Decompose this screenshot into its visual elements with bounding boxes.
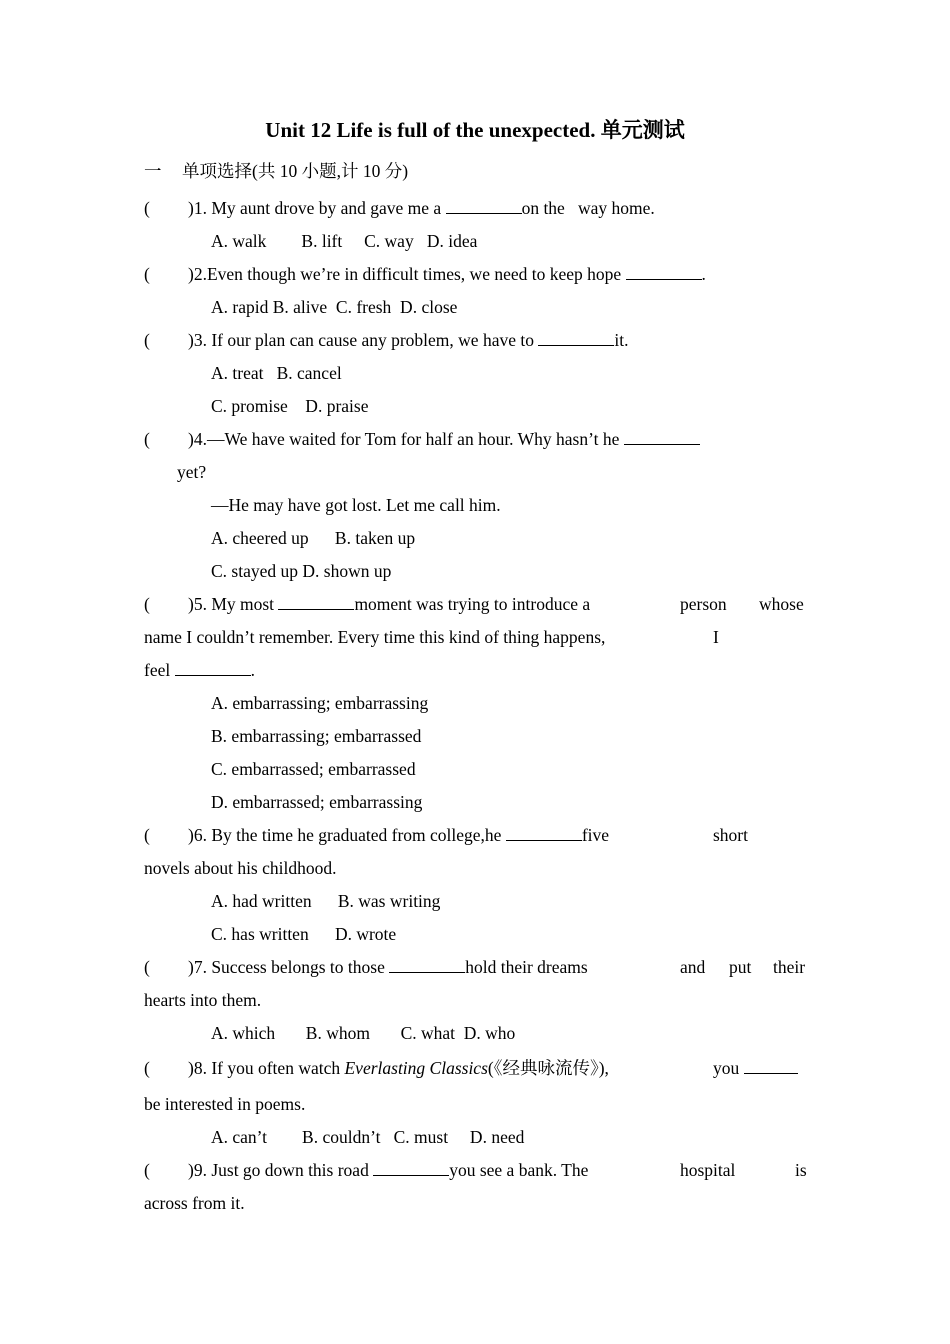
answer-paren: ( xyxy=(144,594,150,614)
question-text: )7. Success belongs to those xyxy=(188,957,385,977)
question-text: I xyxy=(713,627,719,647)
answer-paren: ( xyxy=(144,1058,150,1078)
options: A. walk B. lift C. way D. idea xyxy=(211,231,478,251)
question-text: you xyxy=(713,1058,740,1078)
question-text: feel xyxy=(144,660,171,680)
section-heading: 单项选择(共 10 小题,计 10 分) xyxy=(182,161,409,181)
answer-blank xyxy=(175,660,251,676)
options: C. has written D. wrote xyxy=(211,924,397,944)
question-text: is xyxy=(795,1160,807,1180)
question-6 xyxy=(188,824,609,846)
question-text-line xyxy=(144,659,255,681)
answer-paren: ( xyxy=(144,825,150,845)
option-d: D. embarrassed; embarrassing xyxy=(211,792,423,812)
question-text: )8. If you often watch xyxy=(188,1058,341,1078)
options: A. can’t B. couldn’t C. must D. need xyxy=(211,1127,525,1147)
question-text: it. xyxy=(614,330,629,350)
question-text: their xyxy=(773,957,806,977)
question-text: )1. My aunt drove by and gave me a xyxy=(188,198,442,218)
answer-blank xyxy=(624,429,700,445)
answer-blank xyxy=(278,594,354,610)
question-4 xyxy=(188,428,700,450)
question-text: )6. By the time he graduated from college,he xyxy=(188,825,502,845)
question-text: way home. xyxy=(577,198,655,218)
answer-blank xyxy=(538,330,614,346)
section-number: 一 xyxy=(144,161,162,181)
option-b: B. embarrassing; embarrassed xyxy=(211,726,422,746)
question-text: whose xyxy=(759,594,804,614)
question-text: you see a bank. The xyxy=(449,1160,589,1180)
page-title: Unit 12 Life is full of the unexpected. 单元测试 xyxy=(265,118,685,142)
options: A. had written B. was writing xyxy=(211,891,441,911)
answer-paren: ( xyxy=(144,1160,150,1180)
question-text: . xyxy=(701,264,706,284)
answer-paren: ( xyxy=(144,198,150,218)
question-text: )9. Just go down this road xyxy=(188,1160,369,1180)
option-a: A. embarrassing; embarrassing xyxy=(211,693,429,713)
question-text: (《经典咏流传》), xyxy=(487,1058,609,1078)
options: A. cheered up B. taken up xyxy=(211,528,416,548)
answer-blank xyxy=(389,957,465,973)
question-text: name I couldn’t remember. Every time this kind of thing happens, xyxy=(144,627,606,647)
options: C. promise D. praise xyxy=(211,396,369,416)
question-9 xyxy=(188,1159,588,1181)
question-text: )3. If our plan can cause any problem, we have to xyxy=(188,330,534,350)
question-8-end xyxy=(713,1057,798,1079)
answer-blank xyxy=(373,1160,449,1176)
options: A. which B. whom C. what D. who xyxy=(211,1023,516,1043)
options: A. rapid B. alive C. fresh D. close xyxy=(211,297,458,317)
question-text: across from it. xyxy=(144,1193,245,1213)
question-7 xyxy=(188,956,588,978)
options: C. stayed up D. shown up xyxy=(211,561,392,581)
question-text: five xyxy=(581,825,610,845)
question-text: short xyxy=(713,825,748,845)
options: A. treat B. cancel xyxy=(211,363,342,383)
question-text: . xyxy=(250,660,255,680)
question-5 xyxy=(188,593,590,615)
question-8 xyxy=(188,1057,609,1079)
question-text: hold their dreams xyxy=(465,957,588,977)
question-text: person xyxy=(680,594,727,614)
question-text: be interested in poems. xyxy=(144,1094,306,1114)
answer-blank xyxy=(626,264,702,280)
question-text: )2.Even though we’re in difficult times, we need to keep hope xyxy=(188,264,622,284)
answer-paren: ( xyxy=(144,330,150,350)
answer-paren: ( xyxy=(144,264,150,284)
answer-paren: ( xyxy=(144,429,150,449)
question-text: put xyxy=(729,957,752,977)
program-title: Everlasting Classics xyxy=(344,1058,488,1078)
question-text: )5. My most xyxy=(188,594,275,614)
question-text: yet? xyxy=(177,462,207,482)
question-text: —He may have got lost. Let me call him. xyxy=(211,495,501,515)
question-3 xyxy=(188,329,628,351)
question-text: novels about his childhood. xyxy=(144,858,337,878)
question-text: and xyxy=(680,957,706,977)
question-text: moment was trying to introduce a xyxy=(354,594,591,614)
answer-blank xyxy=(446,198,522,214)
question-text: on the xyxy=(521,198,565,218)
answer-paren: ( xyxy=(144,957,150,977)
question-text: hearts into them. xyxy=(144,990,262,1010)
answer-blank xyxy=(744,1058,798,1074)
question-1 xyxy=(188,197,655,219)
question-2 xyxy=(188,263,706,285)
answer-blank xyxy=(506,825,582,841)
question-text: hospital xyxy=(680,1160,736,1180)
option-c: C. embarrassed; embarrassed xyxy=(211,759,416,779)
question-text: )4.—We have waited for Tom for half an hour. Why hasn’t he xyxy=(188,429,620,449)
